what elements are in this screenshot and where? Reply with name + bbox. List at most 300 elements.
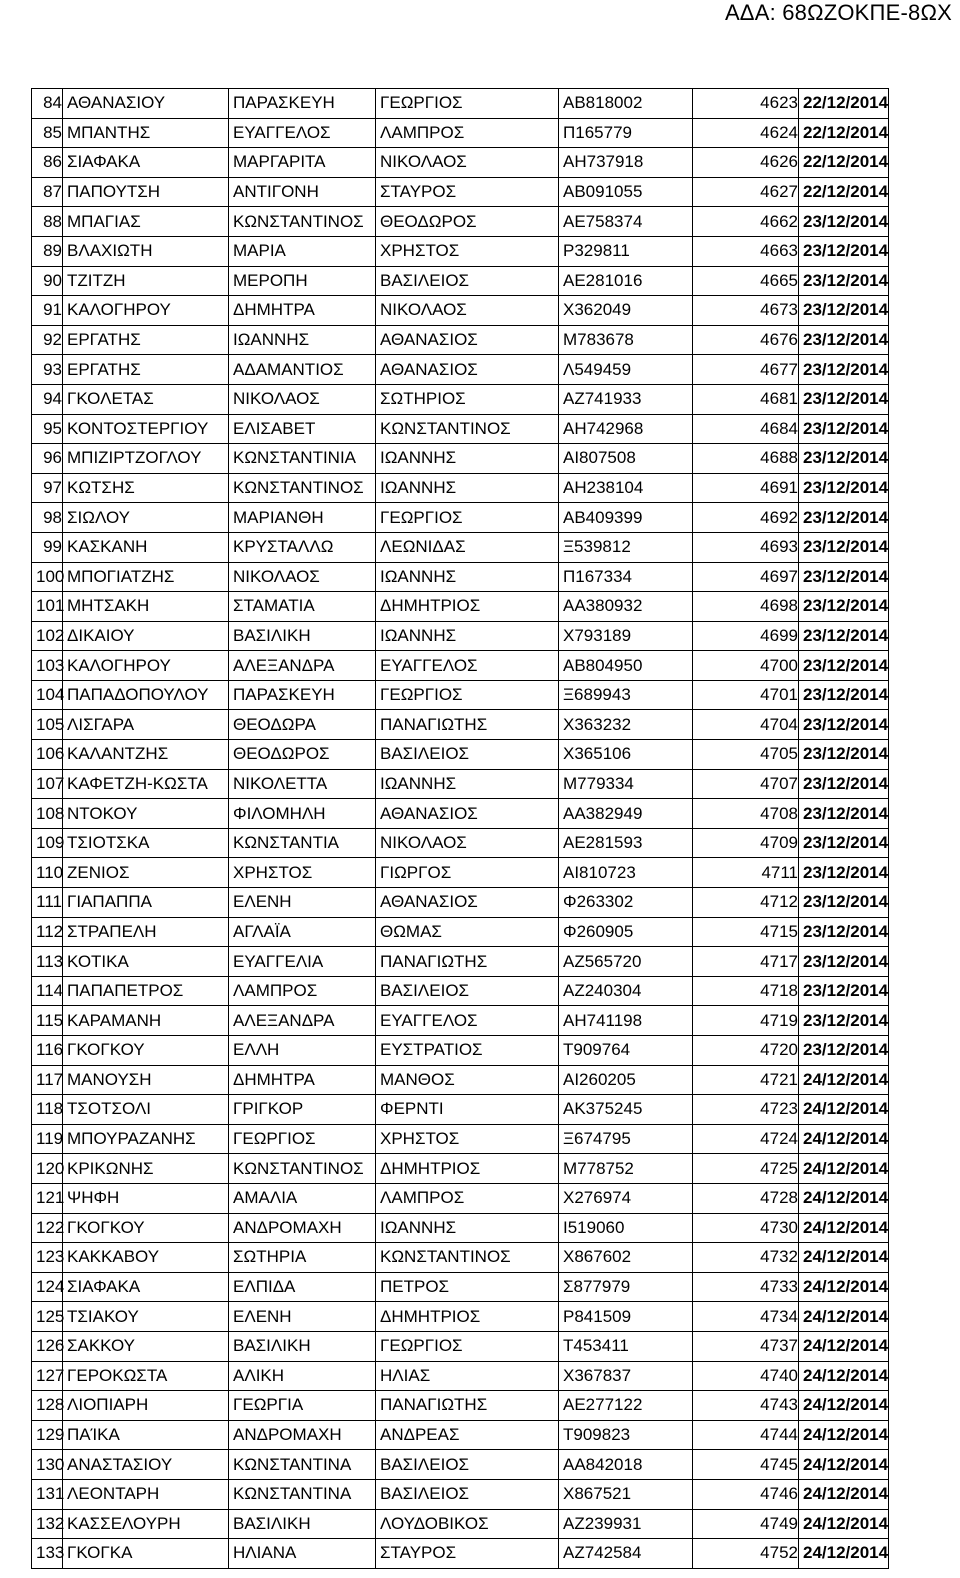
id-number-cell: ΑΖ565720 <box>559 947 693 977</box>
id-number-cell: ΑΕ758374 <box>559 207 693 237</box>
surname-cell: ΠΑΠΑΔΟΠΟΥΛΟΥ <box>63 680 229 710</box>
father-name-cell: ΝΙΚΟΛΑΟΣ <box>376 828 559 858</box>
surname-cell: ΓΙΑΠΑΠΠΑ <box>63 888 229 918</box>
father-name-cell: ΠΑΝΑΓΙΩΤΗΣ <box>376 1391 559 1421</box>
first-name-cell: ΝΙΚΟΛΕΤΤΑ <box>229 769 376 799</box>
father-name-cell: ΠΑΝΑΓΙΩΤΗΣ <box>376 947 559 977</box>
first-name-cell: ΚΩΝΣΤΑΝΤΙΝΟΣ <box>229 473 376 503</box>
table-row <box>32 651 889 681</box>
table-row <box>32 207 889 237</box>
row-number: 91 <box>32 296 63 326</box>
row-number: 123 <box>32 1243 63 1273</box>
date-cell: 23/12/2014 <box>799 207 889 237</box>
first-name-cell: ΚΩΝΣΤΑΝΤΙΑ <box>229 828 376 858</box>
date-cell: 23/12/2014 <box>799 414 889 444</box>
row-number: 96 <box>32 444 63 474</box>
date-cell: 23/12/2014 <box>799 562 889 592</box>
table-row <box>32 710 889 740</box>
table-row <box>32 1243 889 1273</box>
protocol-number-cell: 4684 <box>693 414 799 444</box>
surname-cell: ΔΙΚΑΙΟΥ <box>63 621 229 651</box>
id-number-cell: Χ793189 <box>559 621 693 651</box>
surname-cell: ΓΚΟΓΚΟΥ <box>63 1036 229 1066</box>
protocol-number-cell: 4673 <box>693 296 799 326</box>
first-name-cell: ΓΡΙΓΚΟΡ <box>229 1095 376 1125</box>
surname-cell: ΑΝΑΣΤΑΣΙΟΥ <box>63 1450 229 1480</box>
row-number: 109 <box>32 828 63 858</box>
surname-cell: ΓΕΡΟΚΩΣΤΑ <box>63 1361 229 1391</box>
protocol-number-cell: 4627 <box>693 177 799 207</box>
row-number: 105 <box>32 710 63 740</box>
surname-cell: ΣΙΑΦΑΚΑ <box>63 1272 229 1302</box>
row-number: 99 <box>32 532 63 562</box>
row-number: 93 <box>32 355 63 385</box>
table-row <box>32 325 889 355</box>
father-name-cell: ΙΩΑΝΝΗΣ <box>376 769 559 799</box>
protocol-number-cell: 4715 <box>693 917 799 947</box>
id-number-cell: Π165779 <box>559 118 693 148</box>
table-row <box>32 89 889 119</box>
protocol-number-cell: 4724 <box>693 1124 799 1154</box>
row-number: 88 <box>32 207 63 237</box>
first-name-cell: ΜΑΡΓΑΡΙΤΑ <box>229 148 376 178</box>
table-row <box>32 1479 889 1509</box>
father-name-cell: ΔΗΜΗΤΡΙΟΣ <box>376 1302 559 1332</box>
date-cell: 23/12/2014 <box>799 473 889 503</box>
father-name-cell: ΕΥΑΓΓΕΛΟΣ <box>376 1006 559 1036</box>
father-name-cell: ΑΘΑΝΑΣΙΟΣ <box>376 888 559 918</box>
surname-cell: ΜΠΟΓΙΑΤΖΗΣ <box>63 562 229 592</box>
father-name-cell: ΓΕΩΡΓΙΟΣ <box>376 1331 559 1361</box>
protocol-number-cell: 4752 <box>693 1539 799 1569</box>
father-name-cell: ΒΑΣΙΛΕΙΟΣ <box>376 1479 559 1509</box>
surname-cell: ΜΗΤΣΑΚΗ <box>63 592 229 622</box>
surname-cell: ΑΘΑΝΑΣΙΟΥ <box>63 89 229 119</box>
first-name-cell: ΕΛΛΗ <box>229 1036 376 1066</box>
table-row <box>32 236 889 266</box>
first-name-cell: ΒΑΣΙΛΙΚΗ <box>229 1509 376 1539</box>
first-name-cell: ΑΛΕΞΑΝΔΡΑ <box>229 1006 376 1036</box>
table-row <box>32 680 889 710</box>
row-number: 94 <box>32 384 63 414</box>
date-cell: 23/12/2014 <box>799 355 889 385</box>
protocol-number-cell: 4700 <box>693 651 799 681</box>
id-number-cell: ΑΖ239931 <box>559 1509 693 1539</box>
protocol-number-cell: 4728 <box>693 1183 799 1213</box>
id-number-cell: ΑΗ238104 <box>559 473 693 503</box>
surname-cell: ΛΙΟΠΙΑΡΗ <box>63 1391 229 1421</box>
table-row <box>32 118 889 148</box>
row-number: 122 <box>32 1213 63 1243</box>
father-name-cell: ΒΑΣΙΛΕΙΟΣ <box>376 740 559 770</box>
table-row <box>32 1302 889 1332</box>
table-row <box>32 917 889 947</box>
surname-cell: ΠΑΊΚΑ <box>63 1420 229 1450</box>
date-cell: 23/12/2014 <box>799 503 889 533</box>
first-name-cell: ΔΗΜΗΤΡΑ <box>229 1065 376 1095</box>
date-cell: 23/12/2014 <box>799 236 889 266</box>
id-number-cell: Ξ674795 <box>559 1124 693 1154</box>
protocol-number-cell: 4624 <box>693 118 799 148</box>
protocol-number-cell: 4740 <box>693 1361 799 1391</box>
first-name-cell: ΑΝΔΡΟΜΑΧΗ <box>229 1420 376 1450</box>
protocol-number-cell: 4663 <box>693 236 799 266</box>
id-number-cell: Χ365106 <box>559 740 693 770</box>
father-name-cell: ΓΕΩΡΓΙΟΣ <box>376 503 559 533</box>
father-name-cell: ΛΟΥΔΟΒΙΚΟΣ <box>376 1509 559 1539</box>
first-name-cell: ΛΑΜΠΡΟΣ <box>229 976 376 1006</box>
father-name-cell: ΙΩΑΝΝΗΣ <box>376 473 559 503</box>
id-number-cell: ΑΙ807508 <box>559 444 693 474</box>
table-row <box>32 1272 889 1302</box>
father-name-cell: ΝΙΚΟΛΑΟΣ <box>376 296 559 326</box>
surname-cell: ΣΤΡΑΠΕΛΗ <box>63 917 229 947</box>
row-number: 113 <box>32 947 63 977</box>
surname-cell: ΣΙΩΛΟΥ <box>63 503 229 533</box>
surname-cell: ΚΑΣΣΕΛΟΥΡΗ <box>63 1509 229 1539</box>
first-name-cell: ΚΡΥΣΤΑΛΛΩ <box>229 532 376 562</box>
id-number-cell: Τ909764 <box>559 1036 693 1066</box>
first-name-cell: ΗΛΙΑΝΑ <box>229 1539 376 1569</box>
row-number: 120 <box>32 1154 63 1184</box>
row-number: 102 <box>32 621 63 651</box>
table-row <box>32 888 889 918</box>
row-number: 98 <box>32 503 63 533</box>
first-name-cell: ΣΤΑΜΑΤΙΑ <box>229 592 376 622</box>
table-row <box>32 1539 889 1569</box>
protocol-number-cell: 4737 <box>693 1331 799 1361</box>
table-row <box>32 473 889 503</box>
surname-cell: ΛΕΟΝΤΑΡΗ <box>63 1479 229 1509</box>
records-table <box>31 88 889 1569</box>
father-name-cell: ΙΩΑΝΝΗΣ <box>376 621 559 651</box>
first-name-cell: ΑΔΑΜΑΝΤΙΟΣ <box>229 355 376 385</box>
first-name-cell: ΕΛΕΝΗ <box>229 888 376 918</box>
father-name-cell: ΚΩΝΣΤΑΝΤΙΝΟΣ <box>376 1243 559 1273</box>
first-name-cell: ΑΓΛΑΪΑ <box>229 917 376 947</box>
id-number-cell: ΑΕ281016 <box>559 266 693 296</box>
row-number: 116 <box>32 1036 63 1066</box>
father-name-cell: ΣΤΑΥΡΟΣ <box>376 1539 559 1569</box>
protocol-number-cell: 4699 <box>693 621 799 651</box>
row-number: 125 <box>32 1302 63 1332</box>
date-cell: 23/12/2014 <box>799 296 889 326</box>
protocol-number-cell: 4697 <box>693 562 799 592</box>
first-name-cell: ΚΩΝΣΤΑΝΤΙΝΟΣ <box>229 1154 376 1184</box>
protocol-number-cell: 4733 <box>693 1272 799 1302</box>
date-cell: 22/12/2014 <box>799 89 889 119</box>
id-number-cell: ΑΑ380932 <box>559 592 693 622</box>
surname-cell: ΚΑΡΑΜΑΝΗ <box>63 1006 229 1036</box>
protocol-number-cell: 4730 <box>693 1213 799 1243</box>
protocol-number-cell: 4665 <box>693 266 799 296</box>
father-name-cell: ΑΘΑΝΑΣΙΟΣ <box>376 355 559 385</box>
id-number-cell: Χ367837 <box>559 1361 693 1391</box>
date-cell: 22/12/2014 <box>799 177 889 207</box>
row-number: 108 <box>32 799 63 829</box>
id-number-cell: ΑΙ810723 <box>559 858 693 888</box>
table-row <box>32 532 889 562</box>
date-cell: 24/12/2014 <box>799 1331 889 1361</box>
id-number-cell: Ι519060 <box>559 1213 693 1243</box>
protocol-number-cell: 4688 <box>693 444 799 474</box>
table-row <box>32 1361 889 1391</box>
date-cell: 24/12/2014 <box>799 1272 889 1302</box>
table-row <box>32 947 889 977</box>
row-number: 129 <box>32 1420 63 1450</box>
surname-cell: ΤΖΙΤΖΗ <box>63 266 229 296</box>
date-cell: 24/12/2014 <box>799 1509 889 1539</box>
protocol-number-cell: 4709 <box>693 828 799 858</box>
row-number: 121 <box>32 1183 63 1213</box>
table-row <box>32 503 889 533</box>
first-name-cell: ΑΝΔΡΟΜΑΧΗ <box>229 1213 376 1243</box>
date-cell: 23/12/2014 <box>799 947 889 977</box>
id-number-cell: Σ877979 <box>559 1272 693 1302</box>
table-row <box>32 1124 889 1154</box>
date-cell: 23/12/2014 <box>799 651 889 681</box>
table-row <box>32 1391 889 1421</box>
id-number-cell: Λ549459 <box>559 355 693 385</box>
first-name-cell: ΔΗΜΗΤΡΑ <box>229 296 376 326</box>
row-number: 89 <box>32 236 63 266</box>
first-name-cell: ΑΛΕΞΑΝΔΡΑ <box>229 651 376 681</box>
surname-cell: ΚΩΤΣΗΣ <box>63 473 229 503</box>
date-cell: 23/12/2014 <box>799 680 889 710</box>
surname-cell: ΓΚΟΓΚΟΥ <box>63 1213 229 1243</box>
date-cell: 24/12/2014 <box>799 1391 889 1421</box>
surname-cell: ΜΠΑΓΙΑΣ <box>63 207 229 237</box>
id-number-cell: ΑΗ737918 <box>559 148 693 178</box>
first-name-cell: ΑΝΤΙΓΟΝΗ <box>229 177 376 207</box>
first-name-cell: ΣΩΤΗΡΙΑ <box>229 1243 376 1273</box>
table-row <box>32 1036 889 1066</box>
id-number-cell: Ξ689943 <box>559 680 693 710</box>
records-body <box>32 89 889 1569</box>
first-name-cell: ΘΕΟΔΩΡΟΣ <box>229 740 376 770</box>
first-name-cell: ΝΙΚΟΛΑΟΣ <box>229 384 376 414</box>
date-cell: 24/12/2014 <box>799 1213 889 1243</box>
father-name-cell: ΔΗΜΗΤΡΙΟΣ <box>376 592 559 622</box>
protocol-number-cell: 4734 <box>693 1302 799 1332</box>
father-name-cell: ΜΑΝΘΟΣ <box>376 1065 559 1095</box>
id-number-cell: ΑΒ804950 <box>559 651 693 681</box>
date-cell: 23/12/2014 <box>799 384 889 414</box>
surname-cell: ΤΣΙΑΚΟΥ <box>63 1302 229 1332</box>
row-number: 106 <box>32 740 63 770</box>
row-number: 119 <box>32 1124 63 1154</box>
id-number-cell: ΑΖ240304 <box>559 976 693 1006</box>
father-name-cell: ΠΕΤΡΟΣ <box>376 1272 559 1302</box>
surname-cell: ΜΑΝΟΥΣΗ <box>63 1065 229 1095</box>
row-number: 117 <box>32 1065 63 1095</box>
id-number-cell: Χ867521 <box>559 1479 693 1509</box>
protocol-number-cell: 4691 <box>693 473 799 503</box>
surname-cell: ΚΑΛΟΓΗΡΟΥ <box>63 296 229 326</box>
surname-cell: ΓΚΟΓΚΑ <box>63 1539 229 1569</box>
table-row <box>32 1509 889 1539</box>
date-cell: 24/12/2014 <box>799 1124 889 1154</box>
surname-cell: ΣΙΑΦΑΚΑ <box>63 148 229 178</box>
table-row <box>32 444 889 474</box>
surname-cell: ΚΟΤΙΚΑ <box>63 947 229 977</box>
row-number: 115 <box>32 1006 63 1036</box>
father-name-cell: ΕΥΑΓΓΕΛΟΣ <box>376 651 559 681</box>
id-number-cell: Μ778752 <box>559 1154 693 1184</box>
father-name-cell: ΒΑΣΙΛΕΙΟΣ <box>376 976 559 1006</box>
first-name-cell: ΚΩΝΣΤΑΝΤΙΝΟΣ <box>229 207 376 237</box>
father-name-cell: ΑΝΔΡΕΑΣ <box>376 1420 559 1450</box>
father-name-cell: ΒΑΣΙΛΕΙΟΣ <box>376 1450 559 1480</box>
id-number-cell: Φ260905 <box>559 917 693 947</box>
table-row <box>32 592 889 622</box>
surname-cell: ΚΑΣΚΑΝΗ <box>63 532 229 562</box>
date-cell: 22/12/2014 <box>799 148 889 178</box>
protocol-number-cell: 4704 <box>693 710 799 740</box>
father-name-cell: ΝΙΚΟΛΑΟΣ <box>376 148 559 178</box>
first-name-cell: ΓΕΩΡΓΙΟΣ <box>229 1124 376 1154</box>
father-name-cell: ΛΑΜΠΡΟΣ <box>376 118 559 148</box>
protocol-number-cell: 4749 <box>693 1509 799 1539</box>
father-name-cell: ΓΕΩΡΓΙΟΣ <box>376 680 559 710</box>
date-cell: 24/12/2014 <box>799 1450 889 1480</box>
first-name-cell: ΒΑΣΙΛΙΚΗ <box>229 621 376 651</box>
id-number-cell: ΑΚ375245 <box>559 1095 693 1125</box>
date-cell: 23/12/2014 <box>799 266 889 296</box>
date-cell: 24/12/2014 <box>799 1539 889 1569</box>
table-row <box>32 355 889 385</box>
id-number-cell: Χ867602 <box>559 1243 693 1273</box>
row-number: 107 <box>32 769 63 799</box>
table-row <box>32 1213 889 1243</box>
table-row <box>32 177 889 207</box>
date-cell: 23/12/2014 <box>799 710 889 740</box>
date-cell: 24/12/2014 <box>799 1420 889 1450</box>
id-number-cell: ΑΒ409399 <box>559 503 693 533</box>
date-cell: 23/12/2014 <box>799 888 889 918</box>
table-row <box>32 296 889 326</box>
row-number: 100 <box>32 562 63 592</box>
table-row <box>32 1331 889 1361</box>
id-number-cell: Ξ539812 <box>559 532 693 562</box>
id-number-cell: ΑΒ091055 <box>559 177 693 207</box>
first-name-cell: ΝΙΚΟΛΑΟΣ <box>229 562 376 592</box>
surname-cell: ΒΛΑΧΙΩΤΗ <box>63 236 229 266</box>
id-number-cell: ΑΖ741933 <box>559 384 693 414</box>
protocol-number-cell: 4623 <box>693 89 799 119</box>
first-name-cell: ΕΥΑΓΓΕΛΟΣ <box>229 118 376 148</box>
protocol-number-cell: 4662 <box>693 207 799 237</box>
date-cell: 23/12/2014 <box>799 917 889 947</box>
id-number-cell: Ρ329811 <box>559 236 693 266</box>
row-number: 114 <box>32 976 63 1006</box>
first-name-cell: ΘΕΟΔΩΡΑ <box>229 710 376 740</box>
protocol-number-cell: 4701 <box>693 680 799 710</box>
protocol-number-cell: 4746 <box>693 1479 799 1509</box>
id-number-cell: ΑΑ842018 <box>559 1450 693 1480</box>
table-row <box>32 384 889 414</box>
id-number-cell: Π167334 <box>559 562 693 592</box>
date-cell: 23/12/2014 <box>799 858 889 888</box>
surname-cell: ΚΑΦΕΤΖΗ-ΚΩΣΤΑ <box>63 769 229 799</box>
id-number-cell: ΑΗ741198 <box>559 1006 693 1036</box>
date-cell: 23/12/2014 <box>799 740 889 770</box>
id-number-cell: Μ779334 <box>559 769 693 799</box>
table-row <box>32 621 889 651</box>
date-cell: 24/12/2014 <box>799 1154 889 1184</box>
date-cell: 24/12/2014 <box>799 1361 889 1391</box>
date-cell: 23/12/2014 <box>799 769 889 799</box>
surname-cell: ΝΤΟΚΟΥ <box>63 799 229 829</box>
table-row <box>32 799 889 829</box>
row-number: 124 <box>32 1272 63 1302</box>
table-row <box>32 1006 889 1036</box>
first-name-cell: ΕΛΙΣΑΒΕΤ <box>229 414 376 444</box>
father-name-cell: ΛΕΩΝΙΔΑΣ <box>376 532 559 562</box>
father-name-cell: ΕΥΣΤΡΑΤΙΟΣ <box>376 1036 559 1066</box>
table-row <box>32 1450 889 1480</box>
surname-cell: ΚΟΝΤΟΣΤΕΡΓΙΟΥ <box>63 414 229 444</box>
surname-cell: ΜΠΑΝΤΗΣ <box>63 118 229 148</box>
protocol-number-cell: 4745 <box>693 1450 799 1480</box>
id-number-cell: ΑΙ260205 <box>559 1065 693 1095</box>
protocol-number-cell: 4707 <box>693 769 799 799</box>
id-number-cell: Μ783678 <box>559 325 693 355</box>
table-row <box>32 976 889 1006</box>
table-row <box>32 1183 889 1213</box>
protocol-number-cell: 4626 <box>693 148 799 178</box>
father-name-cell: ΧΡΗΣΤΟΣ <box>376 236 559 266</box>
row-number: 127 <box>32 1361 63 1391</box>
date-cell: 23/12/2014 <box>799 532 889 562</box>
row-number: 104 <box>32 680 63 710</box>
id-number-cell: ΑΗ742968 <box>559 414 693 444</box>
id-number-cell: Χ363232 <box>559 710 693 740</box>
row-number: 97 <box>32 473 63 503</box>
surname-cell: ΖΕΝΙΟΣ <box>63 858 229 888</box>
ada-header: ΑΔΑ: 68ΩΖΟΚΠΕ-8ΩΧ <box>724 0 952 25</box>
table-row <box>32 1095 889 1125</box>
table-row <box>32 740 889 770</box>
row-number: 111 <box>32 888 63 918</box>
protocol-number-cell: 4705 <box>693 740 799 770</box>
row-number: 110 <box>32 858 63 888</box>
table-row <box>32 1065 889 1095</box>
father-name-cell: ΚΩΝΣΤΑΝΤΙΝΟΣ <box>376 414 559 444</box>
date-cell: 23/12/2014 <box>799 444 889 474</box>
surname-cell: ΣΑΚΚΟΥ <box>63 1331 229 1361</box>
first-name-cell: ΚΩΝΣΤΑΝΤΙΝΑ <box>229 1479 376 1509</box>
father-name-cell: ΧΡΗΣΤΟΣ <box>376 1124 559 1154</box>
date-cell: 23/12/2014 <box>799 1006 889 1036</box>
row-number: 128 <box>32 1391 63 1421</box>
table-row <box>32 414 889 444</box>
first-name-cell: ΜΑΡΙΑ <box>229 236 376 266</box>
surname-cell: ΜΠΙΖΙΡΤΖΟΓΛΟΥ <box>63 444 229 474</box>
id-number-cell: ΑΖ742584 <box>559 1539 693 1569</box>
id-number-cell: ΑΕ281593 <box>559 828 693 858</box>
protocol-number-cell: 4732 <box>693 1243 799 1273</box>
father-name-cell: ΓΕΩΡΓΙΟΣ <box>376 89 559 119</box>
date-cell: 24/12/2014 <box>799 1095 889 1125</box>
row-number: 92 <box>32 325 63 355</box>
protocol-number-cell: 4681 <box>693 384 799 414</box>
row-number: 87 <box>32 177 63 207</box>
date-cell: 22/12/2014 <box>799 118 889 148</box>
protocol-number-cell: 4725 <box>693 1154 799 1184</box>
date-cell: 23/12/2014 <box>799 621 889 651</box>
father-name-cell: ΣΩΤΗΡΙΟΣ <box>376 384 559 414</box>
